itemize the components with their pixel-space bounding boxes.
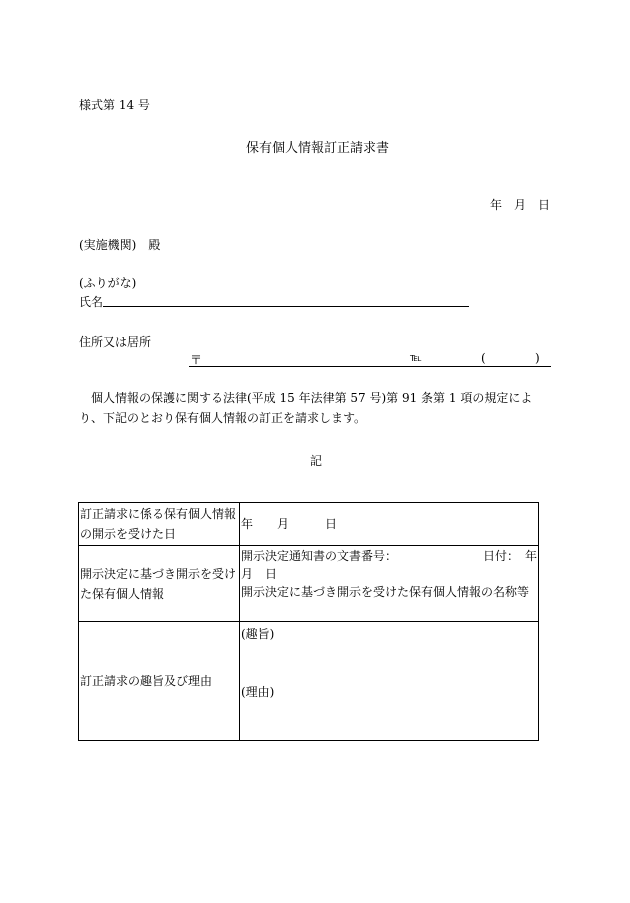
info-name-label: 開示決定に基づき開示を受けた保有個人情報の名称等 xyxy=(241,585,530,599)
table-row-disclosed-info xyxy=(79,546,539,622)
request-paragraph: 個人情報の保護に関する法律(平成 15 年法律第 57 号)第 91 条第 1 項の規定により、下記のとおり保有個人情報の訂正を請求します。 xyxy=(79,391,533,425)
table-value-disclosure-date: 年 月 日 xyxy=(240,503,539,546)
name-label: 氏名 xyxy=(79,295,104,309)
month-day-label: 月 日 xyxy=(241,567,278,581)
table-value-disclosed-info xyxy=(240,546,539,622)
table-label-disclosure-date: 訂正請求に係る保有個人情報の開示を受けた日 xyxy=(79,503,240,546)
name-underline xyxy=(103,306,469,307)
address-underline xyxy=(189,366,551,367)
purpose-label: (趣旨) xyxy=(241,627,275,641)
table-label-purpose-reason: 訂正請求の趣旨及び理由 xyxy=(79,622,240,741)
tel-mark: ℡ xyxy=(410,351,422,364)
reason-label: (理由) xyxy=(241,685,275,699)
postal-mark: 〒 xyxy=(190,353,203,367)
paren-open: ( xyxy=(481,351,486,365)
form-number: 様式第 14 号 xyxy=(79,98,150,112)
table-label-disclosed-info: 開示決定に基づき開示を受けた保有個人情報 xyxy=(79,546,240,622)
date-line: 年 月 日 xyxy=(490,198,551,212)
table-row-purpose-reason xyxy=(79,622,539,741)
doc-number-label: 開示決定通知書の文書番号： xyxy=(241,549,398,563)
request-table xyxy=(78,502,539,741)
date-label: 日付： 年 xyxy=(482,549,537,563)
ki-label: 記 xyxy=(310,454,323,468)
table-row-disclosure-date xyxy=(79,503,539,546)
table-value-purpose-reason xyxy=(240,622,539,741)
furigana-label: (ふりがな) xyxy=(79,276,137,290)
paren-close: ) xyxy=(535,351,540,365)
address-label: 住所又は居所 xyxy=(79,335,152,349)
addressee: (実施機関) 殿 xyxy=(79,238,161,252)
document-title: 保有個人情報訂正請求書 xyxy=(246,141,390,156)
